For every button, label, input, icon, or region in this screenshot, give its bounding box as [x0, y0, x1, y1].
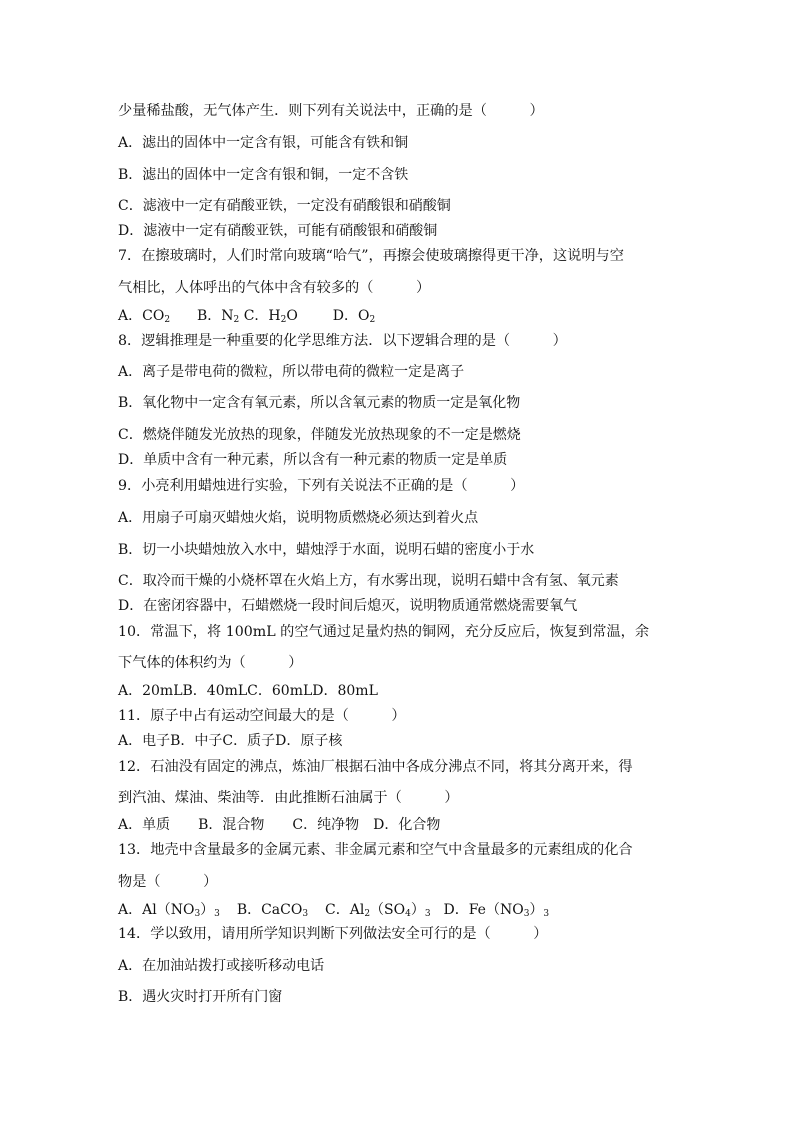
q9-option-d: D．在密闭容器中，石蜡燃烧一段时间后熄灭，说明物质通常燃烧需要氧气 [118, 598, 578, 614]
q11-stem: 11．原子中占有运动空间最大的是（ ） [118, 708, 406, 724]
q10-stem-line1: 10．常温下，将 100mL 的空气通过足量灼热的铜网，充分反应后，恢复到常温，余 [118, 624, 650, 640]
q6-stem-tail: 少量稀盐酸，无气体产生．则下列有关说法中，正确的是（ ） [118, 103, 544, 119]
q7-option-b: B．$N_2$ [196, 308, 240, 325]
q6-option-c: C．滤液中一定有硝酸亚铁，一定没有硝酸银和硝酸铜 [118, 198, 451, 214]
q8-option-a: A．离子是带电荷的微粒，所以带电荷的微粒一定是离子 [118, 364, 465, 380]
q12-options: A．单质 B．混合物 C．纯净物 D．化合物 [118, 817, 441, 833]
q8-option-b: B．氧化物中一定含有氧元素，所以含氧元素的物质一定是氧化物 [118, 395, 521, 411]
q8-stem: 8．逻辑推理是一种重要的化学思维方法．以下逻辑合理的是（ ） [118, 333, 567, 349]
q8-option-c: C．燃烧伴随发光放热的现象，伴随发光放热现象的不一定是燃烧 [118, 427, 521, 443]
q7-option-a: A．$CO_2$ [118, 308, 171, 325]
q13-option-d: D．$Fe(NO_3)_3$ [443, 902, 550, 919]
q9-option-c: C．取冷而干燥的小烧杯罩在火焰上方，有水雾出现，说明石蜡中含有氢、氧元素 [118, 573, 619, 589]
q6-option-b: B．滤出的固体中一定含有银和铜，一定不含铁 [118, 167, 409, 183]
q14-option-b: B．遇火灾时打开所有门窗 [118, 989, 283, 1005]
q13-stem-line1: 13．地壳中含量最多的金属元素、非金属元素和空气中含量最多的元素组成的化合 [118, 842, 633, 858]
q13-option-c: C．$Al_2(SO_4)_3$ [325, 902, 431, 919]
q13-options [118, 900, 549, 920]
q12-stem-line2: 到汽油、煤油、柴油等．由此推断石油属于（ ） [118, 790, 459, 806]
q7-options [118, 306, 375, 326]
q10-stem-line2: 下气体的体积约为（ ） [118, 655, 303, 671]
q7-option-c: C．$H_2O$ [243, 308, 298, 325]
q13-option-b: B．CaCO$_3$ [236, 902, 309, 919]
q13-option-a: A．$Al(NO_3)_3$ [118, 902, 220, 919]
q8-option-d: D．单质中含有一种元素，所以含有一种元素的物质一定是单质 [118, 452, 508, 468]
q6-option-d: D．滤液中一定有硝酸亚铁，可能有硝酸银和硝酸铜 [118, 223, 438, 239]
q11-options: A．电子B．中子C．质子D．原子核 [118, 733, 343, 749]
q9-option-b: B．切一小块蜡烛放入水中，蜡烛浮于水面，说明石蜡的密度小于水 [118, 542, 535, 558]
q14-stem: 14．学以致用，请用所学知识判断下列做法安全可行的是（ ） [118, 926, 548, 942]
q12-stem-line1: 12．石油没有固定的沸点，炼油厂根据石油中各成分沸点不同，将其分离开来，得 [118, 759, 633, 775]
q10-options: A．20mLB．40mLC．60mLD．80mL [118, 683, 378, 699]
q7-option-d: D．$O_2$ [332, 308, 376, 325]
q9-stem: 9．小亮利用蜡烛进行实验，下列有关说法不正确的是（ ） [118, 478, 525, 494]
q7-stem-line2: 气相比，人体呼出的气体中含有较多的（ ） [118, 280, 431, 296]
q13-stem-line2: 物是（ ） [118, 874, 218, 890]
q9-option-a: A．用扇子可扇灭蜡烛火焰，说明物质燃烧必须达到着火点 [118, 510, 479, 526]
q7-stem-line1: 7．在擦玻璃时，人们时常向玻璃“哈气”，再擦会使玻璃擦得更干净，这说明与空 [118, 248, 624, 264]
q6-option-a: A．滤出的固体中一定含有银，可能含有铁和铜 [118, 135, 409, 151]
q14-option-a: A．在加油站拨打或接听移动电话 [118, 958, 325, 974]
